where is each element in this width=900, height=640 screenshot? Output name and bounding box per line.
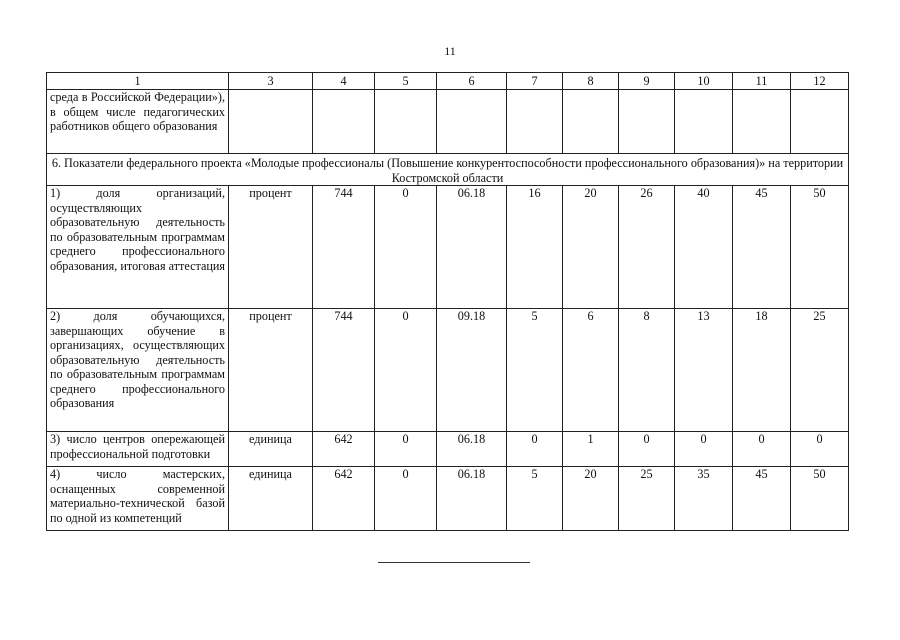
value-cell: 50	[791, 186, 849, 309]
value-cell: 1	[563, 432, 619, 467]
value-cell: 13	[675, 309, 733, 432]
table-cell	[507, 90, 563, 154]
table-cell	[733, 90, 791, 154]
value-cell: 20	[563, 186, 619, 309]
value-cell: 20	[563, 467, 619, 531]
base-date-cell: 09.18	[437, 309, 507, 432]
section-row	[47, 154, 849, 186]
value-cell: 8	[619, 309, 675, 432]
value-cell: 6	[563, 309, 619, 432]
value-cell: 40	[675, 186, 733, 309]
base-date-cell: 06.18	[437, 467, 507, 531]
header-cell: 11	[733, 73, 791, 90]
value-cell: 0	[791, 432, 849, 467]
value-cell: 50	[791, 467, 849, 531]
table-cell	[229, 90, 313, 154]
header-cell: 5	[375, 73, 437, 90]
table-cell	[563, 90, 619, 154]
value-cell: 0	[675, 432, 733, 467]
table-row	[47, 432, 849, 467]
value-cell: 16	[507, 186, 563, 309]
okei-cell: 744	[313, 309, 375, 432]
okei-cell: 642	[313, 432, 375, 467]
table-cell	[313, 90, 375, 154]
value-cell: 0	[619, 432, 675, 467]
value-cell: 45	[733, 186, 791, 309]
value-cell: 45	[733, 467, 791, 531]
indicator-description: 3) число центров опережающей профессиональной подготовки	[47, 432, 229, 467]
value-cell: 5	[507, 309, 563, 432]
section-title: 6. Показатели федерального проекта «Молодые профессионалы (Повышение конкурентоспособности профессионального образования)» на территории Костромской области	[47, 154, 849, 186]
unit-cell: процент	[229, 186, 313, 309]
base-value-cell: 0	[375, 432, 437, 467]
base-value-cell: 0	[375, 467, 437, 531]
table-cell	[619, 90, 675, 154]
table-cell	[791, 90, 849, 154]
value-cell: 0	[507, 432, 563, 467]
footnote-separator	[378, 562, 530, 563]
unit-cell: единица	[229, 467, 313, 531]
header-cell: 1	[47, 73, 229, 90]
value-cell: 18	[733, 309, 791, 432]
value-cell: 26	[619, 186, 675, 309]
table-cell	[675, 90, 733, 154]
value-cell: 5	[507, 467, 563, 531]
table-header-row	[47, 73, 849, 90]
value-cell: 25	[791, 309, 849, 432]
header-cell: 3	[229, 73, 313, 90]
header-cell: 4	[313, 73, 375, 90]
value-cell: 25	[619, 467, 675, 531]
header-cell: 10	[675, 73, 733, 90]
table-cell	[437, 90, 507, 154]
table-row	[47, 309, 849, 432]
indicator-description: 1) доля организаций, осуществляющих образовательную деятельность по образовательным программам среднего профессионального образования, итоговая аттестация	[47, 186, 229, 309]
table-row	[47, 186, 849, 309]
table-row	[47, 467, 849, 531]
indicator-description: 2) доля обучающихся, завершающих обучение в организациях, осуществляющих образовательную деятельность по образовательным программам среднего профессионального образования	[47, 309, 229, 432]
table-row	[47, 90, 849, 154]
okei-cell: 744	[313, 186, 375, 309]
value-cell: 0	[733, 432, 791, 467]
header-cell: 8	[563, 73, 619, 90]
base-date-cell: 06.18	[437, 432, 507, 467]
okei-cell: 642	[313, 467, 375, 531]
indicators-table	[46, 72, 849, 531]
base-date-cell: 06.18	[437, 186, 507, 309]
table-cell	[375, 90, 437, 154]
header-cell: 7	[507, 73, 563, 90]
header-cell: 9	[619, 73, 675, 90]
header-cell: 6	[437, 73, 507, 90]
value-cell: 35	[675, 467, 733, 531]
header-cell: 12	[791, 73, 849, 90]
unit-cell: единица	[229, 432, 313, 467]
indicator-description: 4) число мастерских, оснащенных современной материально-технической базой по одной из компетенций	[47, 467, 229, 531]
indicator-description: среда в Российской Федерации»), в общем числе педагогических работников общего образования	[47, 90, 229, 154]
page-number: 11	[444, 44, 456, 58]
base-value-cell: 0	[375, 309, 437, 432]
unit-cell: процент	[229, 309, 313, 432]
base-value-cell: 0	[375, 186, 437, 309]
